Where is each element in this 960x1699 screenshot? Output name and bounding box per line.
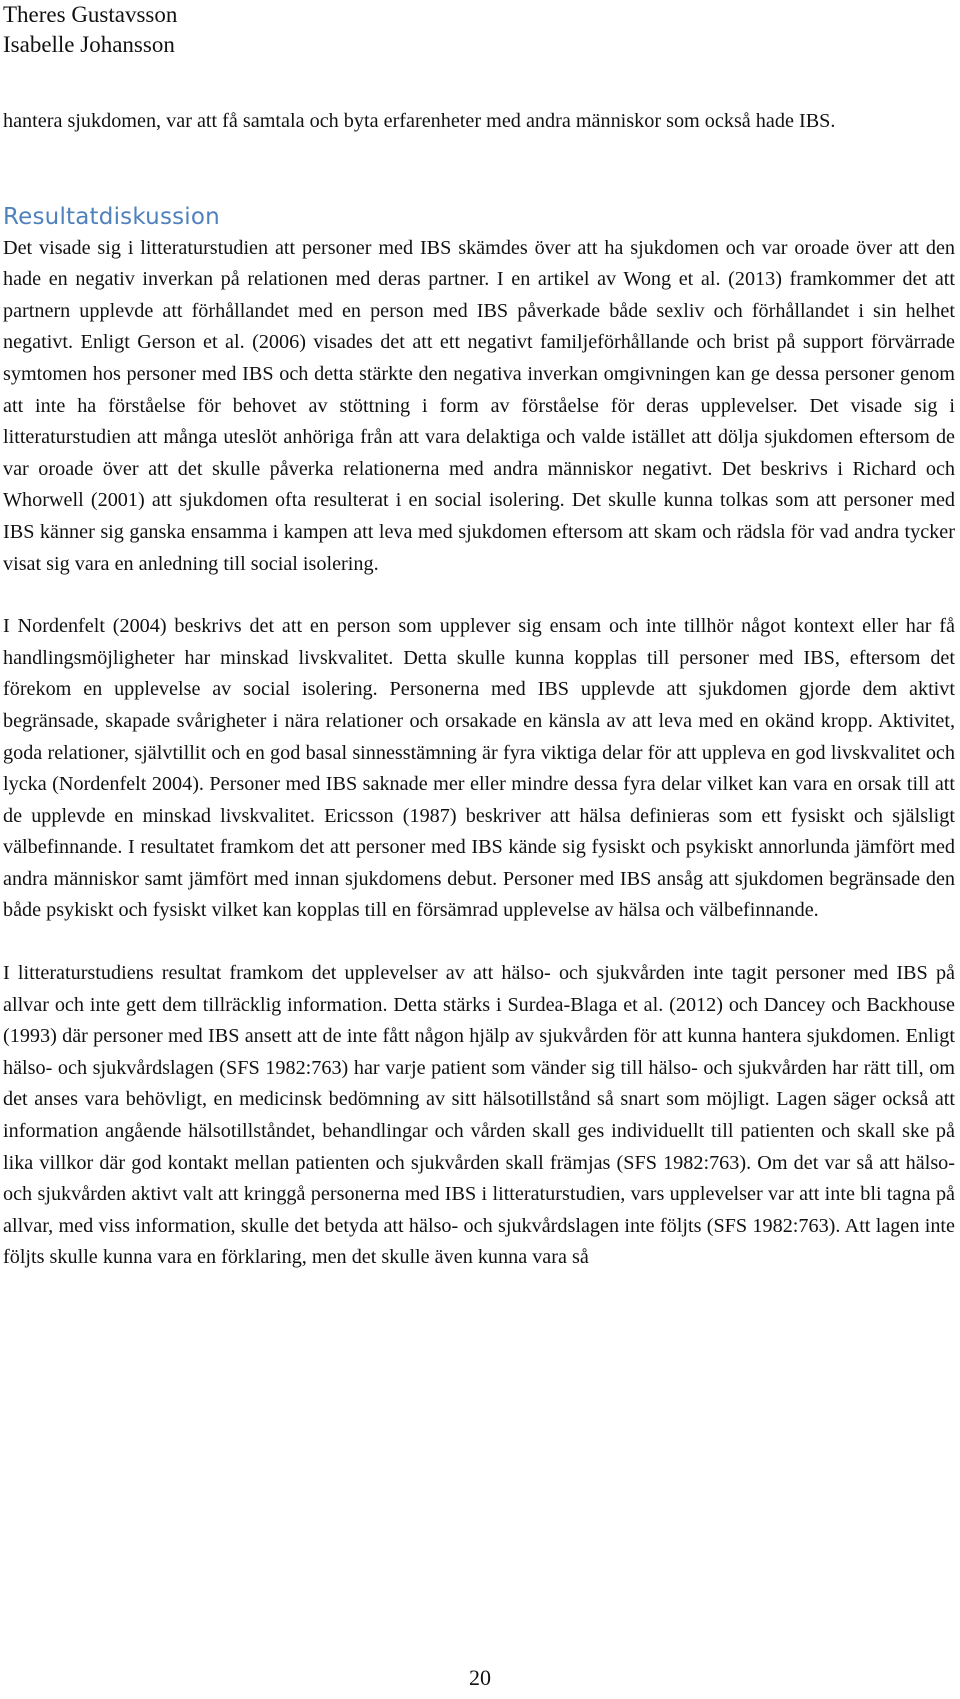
page-number: 20 (469, 1665, 491, 1690)
body-paragraph-3: I litteraturstudiens resultat framkom det upplevelser av att hälso- och sjukvården inte tagit personer med IBS på allvar och inte gett dem tillräcklig information. Detta stärks i Surdea-Blaga et al. (2012) och Dancey och Backhouse (1993) där personer med IBS ansett att de inte fått någon hjälp av sjukvården för att kunna hantera sjukdomen. Enligt hälso- och sjukvårdslagen (SFS 1982:763) har varje patient som vänder sig till hälso- och sjukvården har rätt till, om det anses vara behövligt, en medicinsk bedömning av sitt hälsotillstånd så snart som möjligt. Lagen säger också att information angående hälsotillståndet, behandlingar och vården skall ges individuellt till patienten och skall ske på lika villkor där god kontakt mellan patienten och sjukvården skall främjas (SFS 1982:763). Om det var så att hälso- och sjukvården aktivt valt att kringgå personerna med IBS i litteraturstudien, vars upplevelser var att inte bli tagna på allvar, med viss information, skulle det betyda att hälso- och sjukvårdslagen inte följts (SFS 1982:763). Att lagen inte följts skulle kunna vara en förklaring, men det skulle även kunna vara så (3, 962, 955, 1269)
body-paragraph-1: Det visade sig i litteraturstudien att personer med IBS skämdes över att ha sjukdomen och var oroade över att den hade en negativ inverkan på relationen med deras partner. I en artikel av Wong et al. (2013) framkommer det att partnern upplevde att förhållandet med en person med IBS påverkade både sexliv och förhållandet i sin helhet negativt. Enligt Gerson et al. (2006) visades det att ett negativt familjeförhållande och brist på support förvärrade symtomen hos personer med IBS och detta stärkte den negativa inverkan omgivningen kan ge dessa personer genom att inte ha förståelse för behovet av stöttning i form av förståelse för deras upplevelser. Det visade sig i litteraturstudien att många uteslöt anhöriga från att vara delaktiga och valde istället att dölja sjukdomen eftersom de var oroade över att det skulle påverka relationerna med andra människor negativt. Det beskrivs i Richard och Whorwell (2001) att sjukdomen ofta resulterat i en social isolering. Det skulle kunna tolkas som att personer med IBS känner sig ganska ensamma i kampen att leva med sjukdomen eftersom att skam och rädsla för vad andra tycker visat sig vara en anledning till social isolering. (3, 236, 955, 575)
section-heading: Resultatdiskussion (3, 203, 220, 230)
body-paragraph-2: I Nordenfelt (2004) beskrivs det att en person som upplever sig ensam och inte tillhör något kontext eller har få handlingsmöjligheter har minskad livskvalitet. Detta skulle kunna kopplas till personer med IBS, eftersom det förekom en upplevelse av social isolering. Personerna med IBS upplevde att sjukdomen gjorde dem aktivt begränsade, skapade svårigheter i nära relationer och orsakade en känsla av att leva med en okänd kropp. Aktivitet, goda relationer, självtillit och en god basal sinnesstämning är fyra viktiga delar för att uppleva en god livskvalitet och lycka (Nordenfelt 2004). Personer med IBS saknade mer eller mindre dessa fyra delar vilket kan vara en orsak till att de upplevde en minskad livskvalitet. Ericsson (1987) beskriver att hälsa definieras som ett fysiskt och själsligt välbefinnande. I resultatet framkom det att personer med IBS kände sig fysiskt och psykiskt annorlunda jämfört med andra människor samt jämfört med innan sjukdomens debut. Personer med IBS ansåg att sjukdomen begränsade den både psykiskt och fysiskt vilket kan kopplas till en försämrad upplevelse av hälsa och välbefinnande. (3, 615, 955, 922)
author-name-1: Theres Gustavsson (3, 2, 178, 27)
author-name-2: Isabelle Johansson (3, 32, 175, 57)
page-header (3, 0, 177, 60)
document-body (3, 106, 955, 1274)
intro-paragraph: hantera sjukdomen, var att få samtala och byta erfarenheter med andra människor som också hade IBS. (3, 110, 836, 132)
